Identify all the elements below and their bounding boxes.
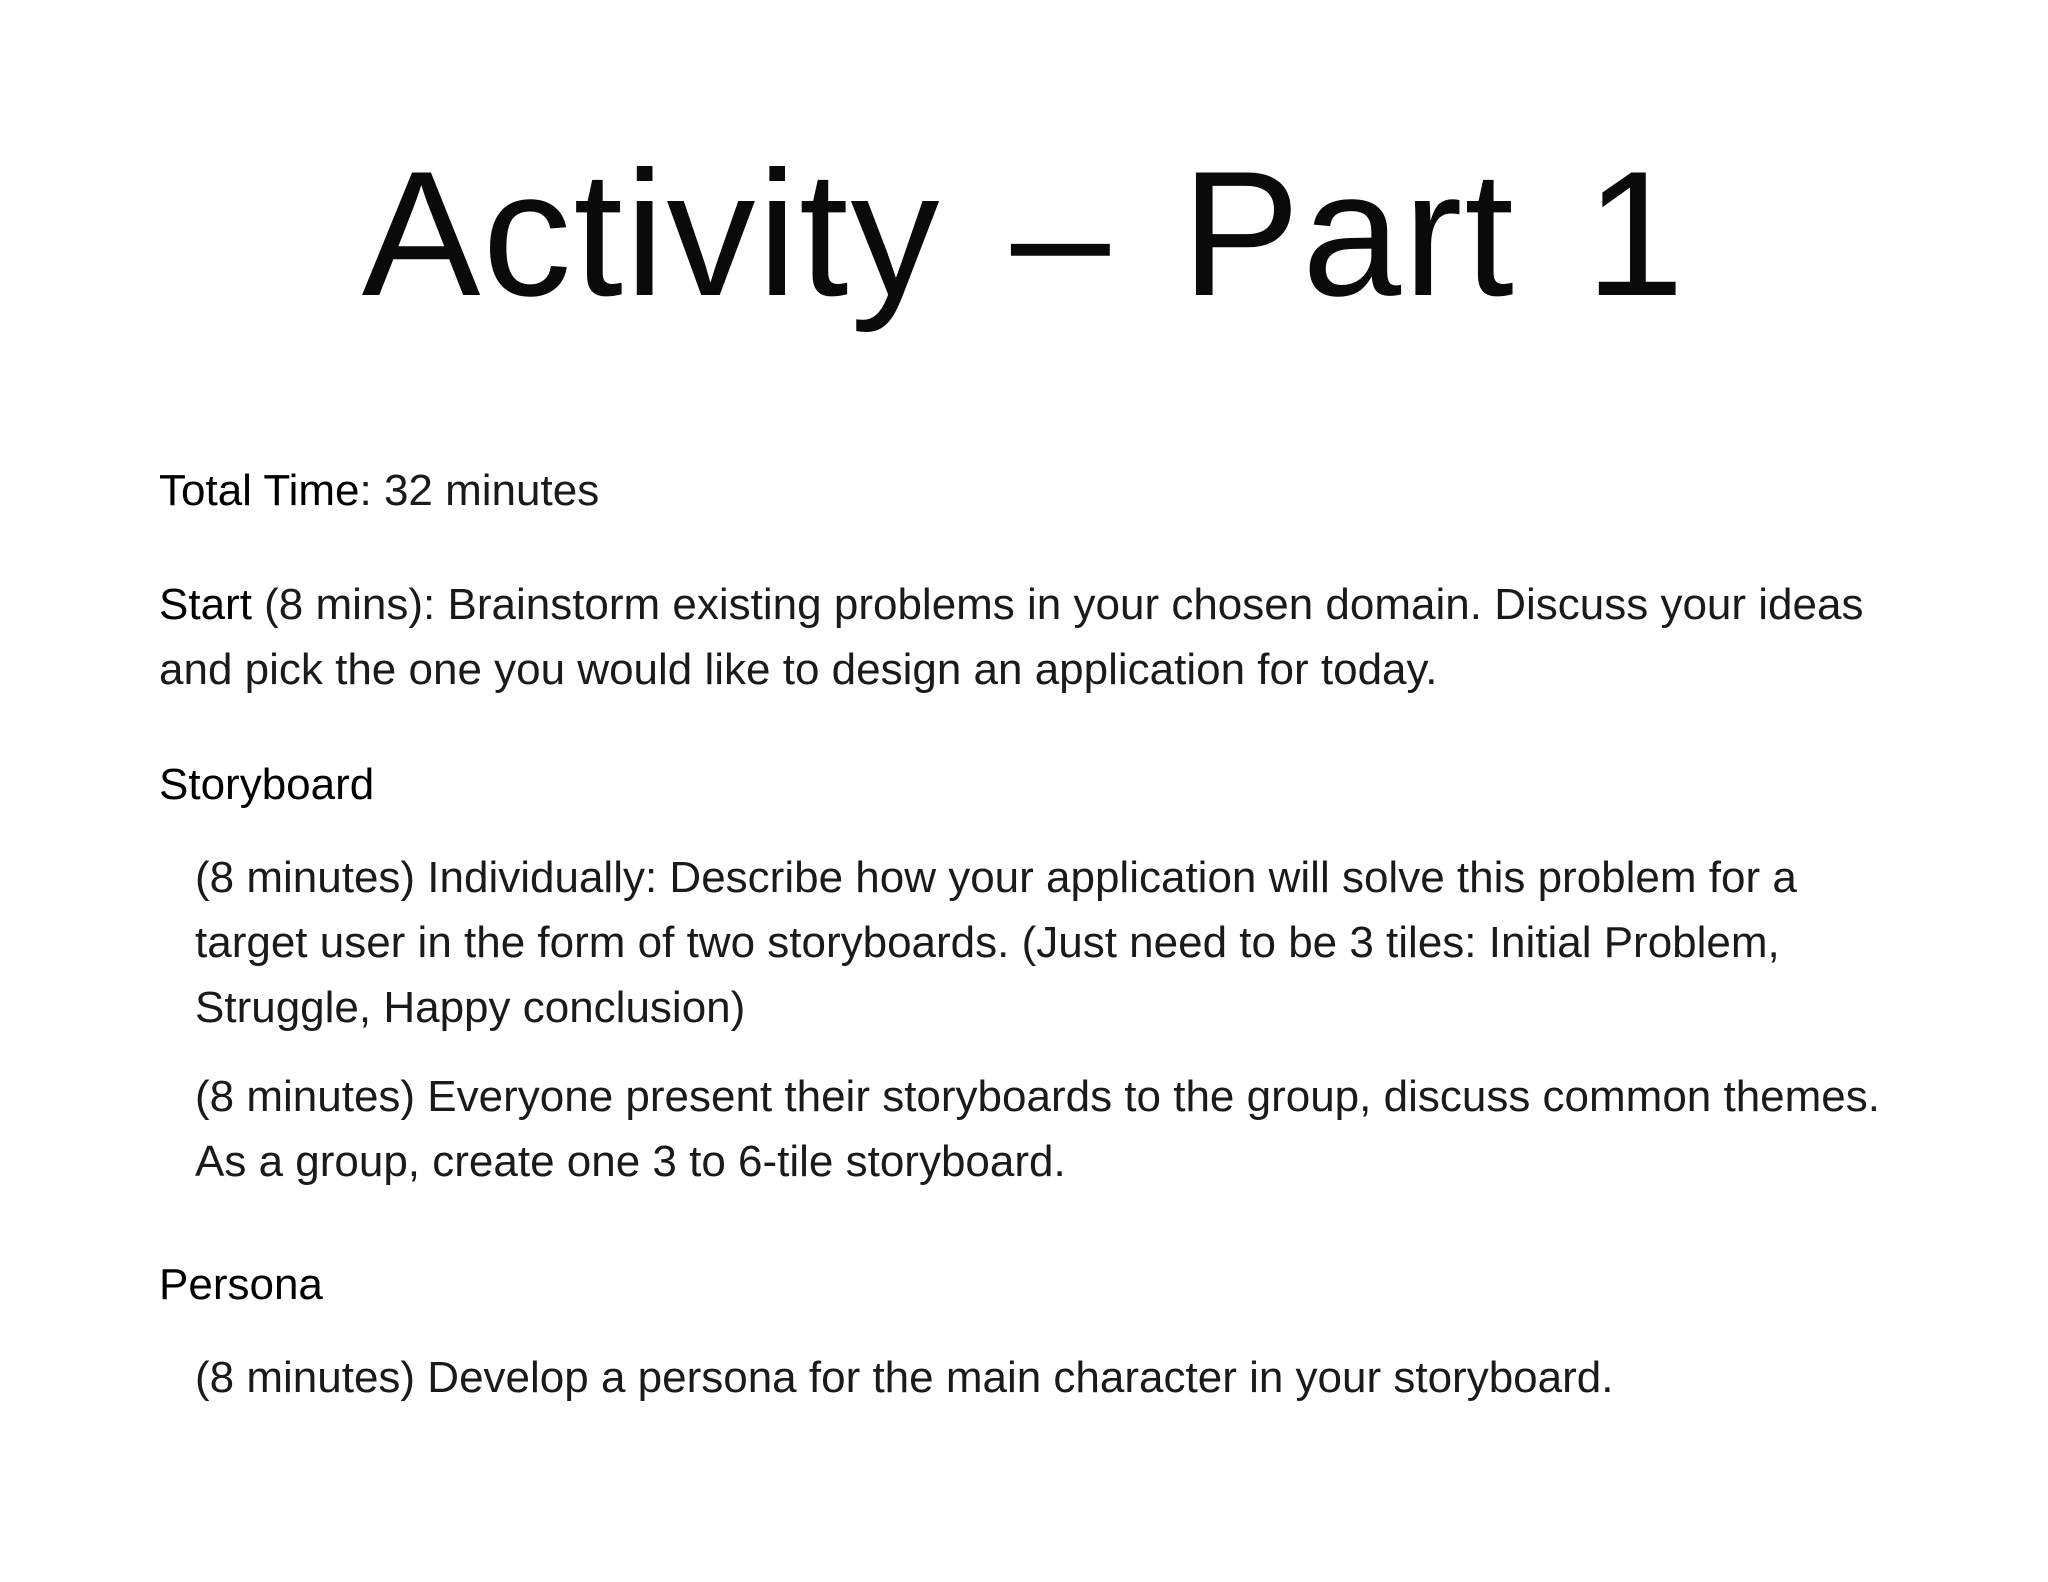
total-time-value: : 32 minutes bbox=[359, 466, 600, 515]
total-time-label: Total Time bbox=[159, 466, 360, 515]
storyboard-heading: Storyboard bbox=[159, 760, 375, 809]
storyboard-item: (8 minutes) Everyone present their storyboards to the group, discuss common themes. As a group, create one 3 to 6-tile storyboard. bbox=[195, 1072, 1880, 1186]
persona-item: (8 minutes) Develop a persona for the main character in your storyboard. bbox=[195, 1353, 1614, 1402]
start-text: (8 mins): Brainstorm existing problems in your chosen domain. Discuss your ideas and pick the one you would like to design an application for today. bbox=[159, 580, 1864, 694]
persona-heading: Persona bbox=[159, 1260, 323, 1309]
total-time-line bbox=[159, 458, 1899, 523]
page-title: Activity – Part 1 bbox=[361, 134, 1687, 333]
start-label: Start bbox=[159, 580, 252, 629]
storyboard-item: (8 minutes) Individually: Describe how your application will solve this problem for a target user in the form of two storyboards. (Just need to be 3 tiles: Initial Problem, Struggle, Happy conclusion) bbox=[195, 853, 1797, 1032]
start-paragraph bbox=[159, 572, 1899, 702]
